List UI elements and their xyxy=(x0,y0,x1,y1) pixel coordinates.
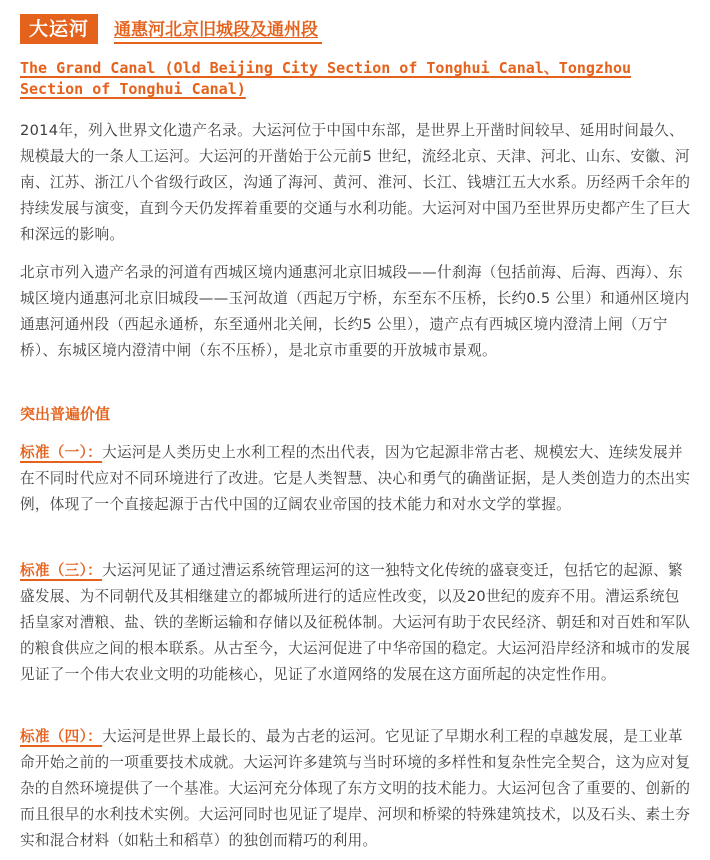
section-title: 突出普遍价值 xyxy=(20,405,111,423)
criterion-label: 标准（三）： xyxy=(20,562,103,579)
criterion-label: 标准（一）： xyxy=(20,444,103,461)
criterion-text: 大运河是人类历史上水利工程的杰出代表，因为它起源非常古老、规模宏大、连续发展并在不同时代应对不同环境进行了改进。它是人类智慧、决心和勇气的确凿证据，是人类创造力的杰出实例，体现了一个直接起源于古代中国的辽阔农业帝国的技术能力和对水文学的掌握。 xyxy=(20,444,691,513)
criterion-3 xyxy=(20,558,692,688)
subtitle-wrap xyxy=(114,19,322,44)
english-title-text: The Grand Canal (Old Beijing City Section of Tonghui Canal、Tongzhou Section of Tonghui Canal) xyxy=(20,59,632,98)
intro-paragraph: 2014年，列入世界文化遗产名录。大运河位于中国中东部，是世界上开凿时间较早、延用时间最久、规模最大的一条人工运河。大运河的开凿始于公元前5 世纪，流经北京、天津、河北、山东、安徽、河南、江苏、浙江八个省级行政区，沟通了海河、黄河、淮河、长江、钱塘江五大水系。历经两千余年的持续发展与演变，直到今天仍发挥着重要的交通与水利功能。大运河对中国乃至世界历史都产生了巨大和深远的影响。 xyxy=(20,122,691,243)
criterion-1 xyxy=(20,440,692,518)
criterion-4 xyxy=(20,724,692,854)
header xyxy=(20,14,322,44)
site-badge: 大运河 xyxy=(20,14,98,44)
beijing-paragraph: 北京市列入遗产名录的河道有西城区境内通惠河北京旧城段——什刹海（包括前海、后海、西海）、东城区境内通惠河北京旧城段——玉河故道（西起万宁桥，东至东不压桥，长约0.5 公里）和通州区境内通惠河通州段（西起永通桥，东至通州北关闸，长约5 公里），遗产点有西城区境内澄清上闸（万宁桥）、东城区境内澄清中闸（东不压桥），是北京市重要的开放城市景观。 xyxy=(20,264,690,359)
english-title xyxy=(20,58,690,100)
site-subtitle: 通惠河北京旧城段及通州段 xyxy=(114,19,322,44)
criterion-text: 大运河见证了通过漕运系统管理运河的这一独特文化传统的盛衰变迁，包括它的起源、繁盛发展、为不同朝代及其相继建立的都城所进行的适应性改变，以及20世纪的废弃不用。漕运系统包括皇家对漕粮、盐、铁的垄断运输和存储以及征税体制。大运河有助于农民经济、朝廷和对百姓和军队的粮食供应之间的根本联系。从古至今，大运河促进了中华帝国的稳定。大运河沿岸经济和城市的发展见证了一个伟大农业文明的功能核心，见证了水道网络的发展在这方面所起的决定性作用。 xyxy=(20,562,691,683)
criterion-text: 大运河是世界上最长的、最为古老的运河。它见证了早期水利工程的卓越发展，是工业革命开始之前的一项重要技术成就。大运河许多建筑与当时环境的多样性和复杂性完全契合，这为应对复杂的自然环境提供了一个基准。大运河充分体现了东方文明的技术能力。大运河包含了重要的、创新的而且很早的水利技术实例。大运河同时也见证了堤岸、河坝和桥梁的特殊建筑技术，以及石头、素土夯实和混合材料（如粘土和稻草）的独创而精巧的利用。 xyxy=(20,728,691,849)
criterion-label: 标准（四）： xyxy=(20,728,103,745)
